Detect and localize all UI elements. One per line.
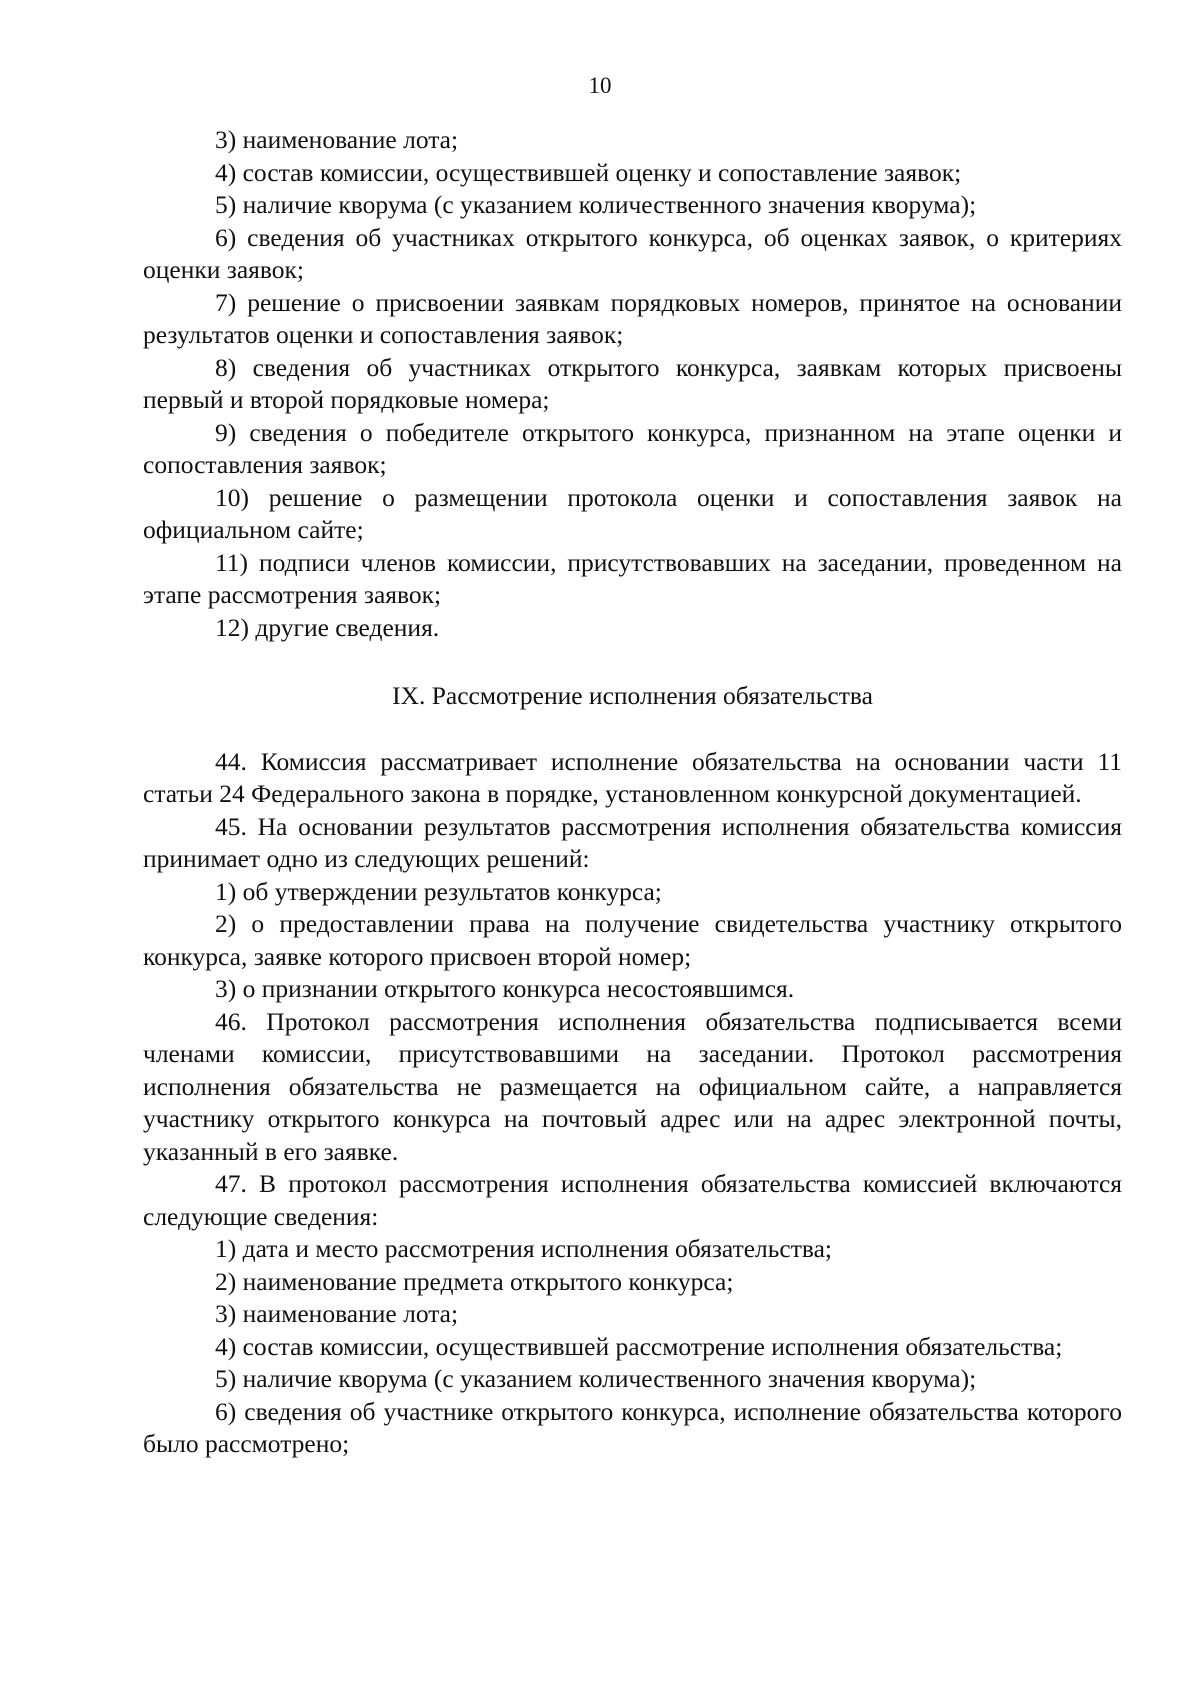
list-item: 5) наличие кворума (с указанием количественного значения кворума);	[215, 190, 977, 219]
list-item: 1) дата и место рассмотрения исполнения обязательства;	[215, 1234, 832, 1263]
paragraph: 44. Комиссия рассматривает исполнение обязательства на основании части 11 статьи 24 Федерального закона в порядке, установленном конкурсной документацией.	[143, 746, 1122, 808]
list-item: 2) наименование предмета открытого конкурса;	[215, 1266, 734, 1296]
paragraph: 47. В протокол рассмотрения исполнения обязательства комиссией включаются следующие сведения:	[143, 1169, 1122, 1231]
list-item: 10) решение о размещении протокола оценки и сопоставления заявок на официальном сайте;	[143, 482, 1122, 544]
list-item: 1) об утверждении результатов конкурса;	[215, 876, 662, 906]
page-number: 10	[588, 73, 612, 98]
section-heading: IX. Рассмотрение исполнения обязательства	[392, 681, 873, 710]
list-item: 5) наличие кворума (с указанием количественного значения кворума);	[215, 1364, 977, 1393]
list-item: 4) состав комиссии, осуществившей рассмотрение исполнения обязательства;	[215, 1331, 1063, 1361]
list-item: 6) сведения об участниках открытого конкурса, об оценках заявок, о критериях оценки заявок;	[143, 222, 1122, 284]
document-body	[143, 124, 1122, 1461]
list-item: 3) наименование лота;	[215, 1299, 459, 1328]
paragraph: 45. На основании результатов рассмотрения исполнения обязательства комиссия принимает одно из следующих решений:	[143, 811, 1122, 873]
list-before-section	[143, 124, 1122, 644]
list-item: 2) о предоставлении права на получение свидетельства участнику открытого конкурса, заявке которого присвоен второй номер;	[143, 909, 1122, 971]
list-item: 9) сведения о победителе открытого конкурса, признанном на этапе оценки и сопоставления заявок;	[143, 417, 1122, 479]
list-item: 7) решение о присвоении заявкам порядковых номеров, принятое на основании результатов оценки и сопоставления заявок;	[143, 287, 1122, 349]
list-item: 3) наименование лота;	[215, 125, 459, 154]
list-item: 8) сведения об участниках открытого конкурса, заявкам которых присвоены первый и второй порядковые номера;	[143, 352, 1122, 414]
list-item: 11) подписи членов комиссии, присутствовавших на заседании, проведенном на этапе рассмотрения заявок;	[143, 547, 1122, 609]
list-item: 12) другие сведения.	[215, 612, 440, 642]
list-item: 4) состав комиссии, осуществившей оценку и сопоставление заявок;	[215, 157, 962, 187]
paragraph: 46. Протокол рассмотрения исполнения обязательства подписывается всеми членами комиссии, присутствовавшими на заседании. Протокол рассмотрения исполнения обязательства не размещается на официальном сайте, а направляется участнику открытого конкурса на почтовый адрес или на адрес электронной почты, указанный в его заявке.	[143, 1006, 1122, 1166]
section-body	[143, 746, 1122, 1461]
list-item: 3) о признании открытого конкурса несостоявшимся.	[215, 974, 795, 1003]
list-item: 6) сведения об участнике открытого конкурса, исполнение обязательства которого было рассмотрено;	[143, 1396, 1122, 1458]
